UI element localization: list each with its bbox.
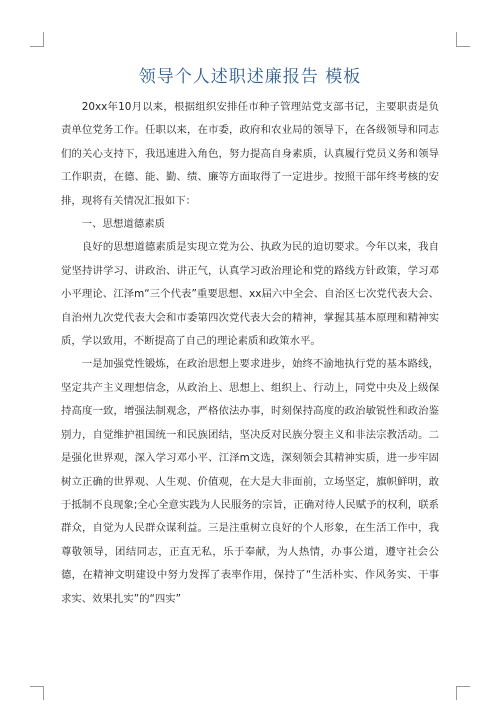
crop-mark-bottom-left [30,686,44,687]
document-title: 领导个人述职述廉报告 模板 [138,67,362,87]
crop-mark-bottom-right [456,686,457,700]
paragraph: 良好的思想道德素质是实现立党为公、执政为民的迫切要求。今年以来，我自觉坚持讲学习、讲政治、讲正气，认真学习政治理论和党的路线方针政策，学习邓小平理论、江泽m“三个代表”重要思想、xx届六中全会、自治区七次党代表大会、自治州九次党代表大会和市委第四次党代表大会的精神，掌握其基本原理和精神实质，学以致用，不断提高了自己的理论素质和政策水平。 [61,241,439,348]
crop-mark-bottom-right [456,686,470,687]
paragraph-intro: 20xx年10月以来，根据组织安排任市种子管理站党支部书记，主要职责是负责单位党务工作。任职以来，在市委，政府和农业局的领导下，在各级领导和同志们的关心支持下，我迅速进入角色，努力提高自身素质，认真履行党员义务和领导工作职责，在德、能、勤、绩、廉等方面取得了一定进步。按照干部年终考核的安排，现将有关情况汇报如下： [61,101,439,207]
crop-mark-top-left [30,46,44,47]
crop-mark-top-right [456,46,470,47]
crop-mark-top-left [43,32,44,46]
section-heading: 一、思想道德素质 [81,218,165,231]
document-body [61,96,439,611]
crop-mark-top-right [456,32,457,46]
paragraph: 一是加强党性锻炼，在政治思想上要求进步，始终不渝地执行党的基本路线，坚定共产主义理想信念，从政治上、思想上、组织上、行动上，同党中央及上级保持高度一致，增强法制观念，严格依法办事，时刻保持高度的政治敏锐性和政治鉴别力，自觉维护祖国统一和民族团结，坚决反对民族分裂主义和非法宗教活动。二是强化世界观，深入学习邓小平、江泽m文选，深刻领会其精神实质，进一步牢固树立正确的世界观、人生观、价值观，在大是大非面前，立场坚定，旗帜鲜明，敢于抵制不良现象;全心全意实践为人民服务的宗旨，正确对待人民赋予的权利，联系群众，自觉为人民群众谋利益。三是注重树立良好的个人形象，在生活工作中，我尊敬领导，团结同志，正直无私，乐于奉献，为人热情，办事公道，遵守社会公德，在精神文明建设中努力发挥了表率作用，保持了“生活朴实、作风务实、干事求实、效果扎实”的“四实” [61,358,439,605]
crop-mark-bottom-left [43,686,44,700]
